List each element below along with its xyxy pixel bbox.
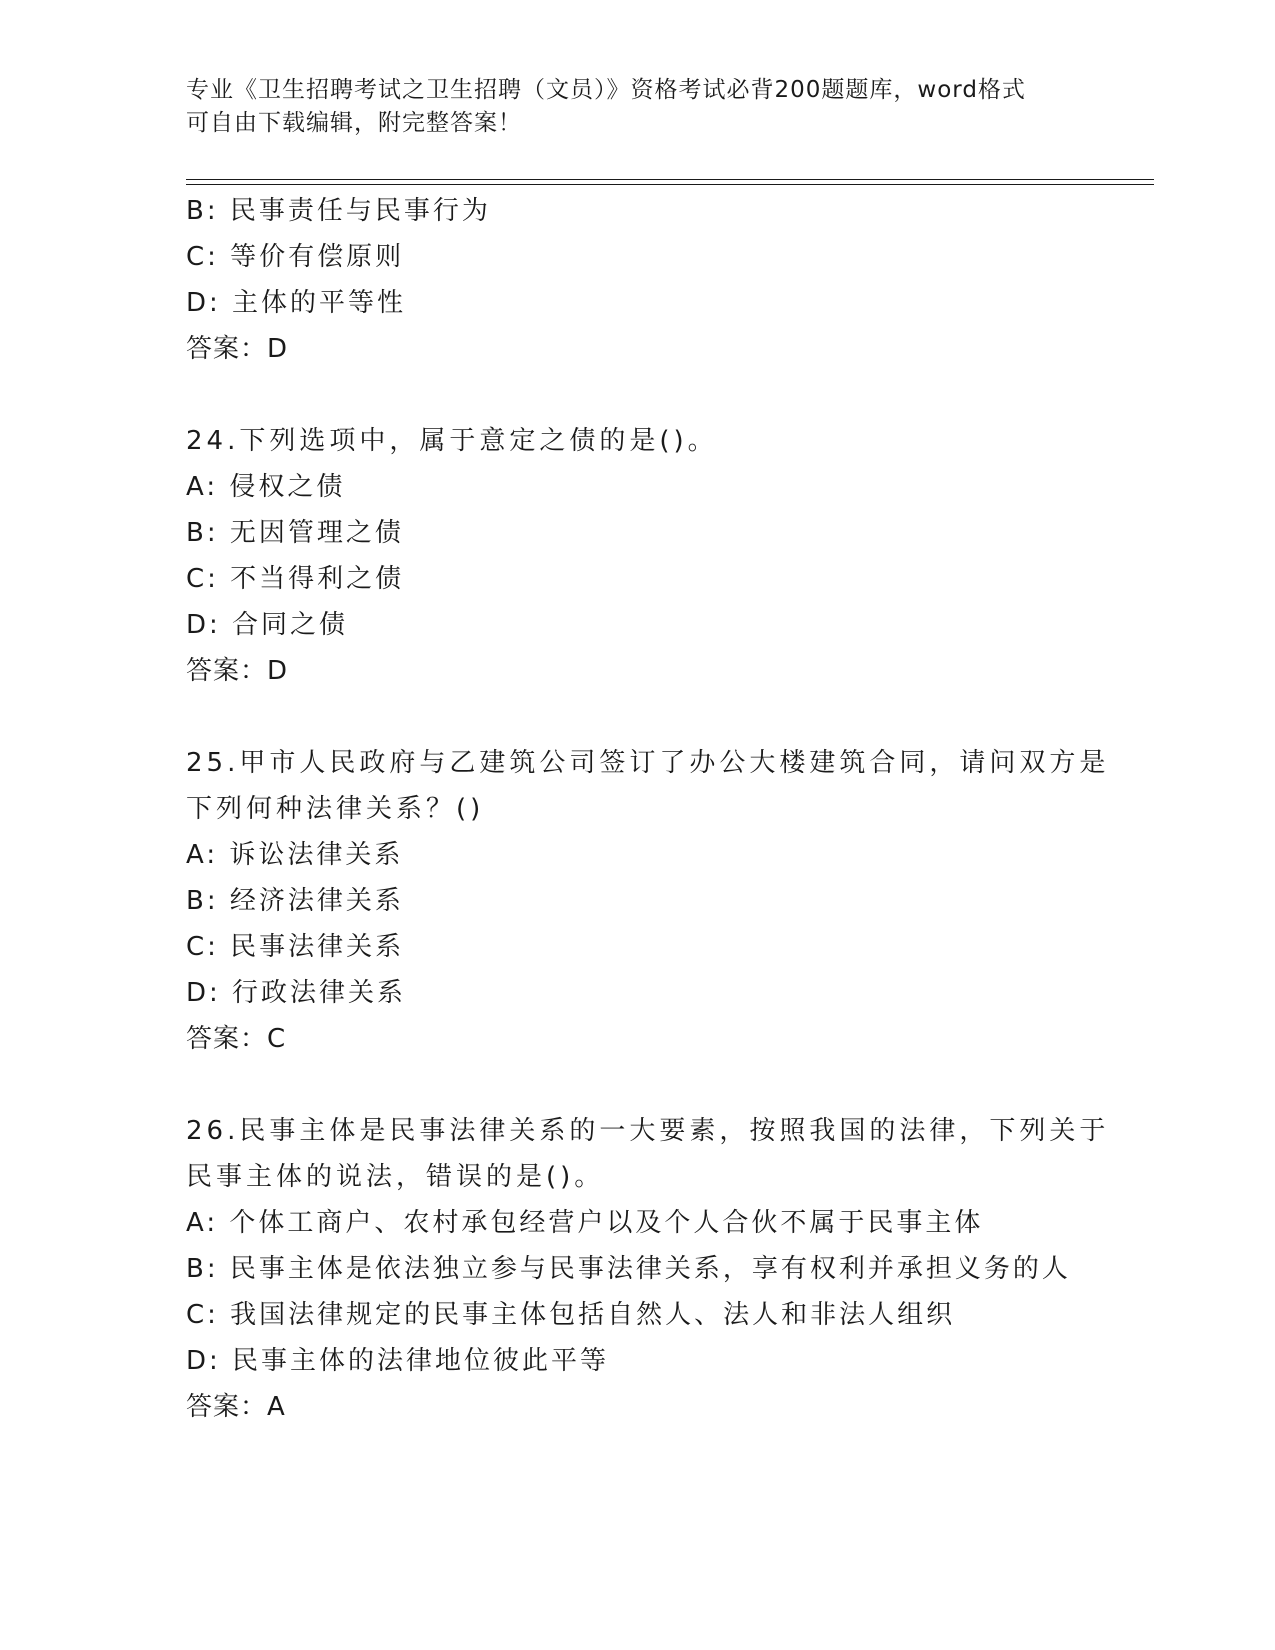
option-b: B: 民事主体是依法独立参与民事法律关系，享有权利并承担义务的人 (186, 1254, 1071, 1284)
option-a: A: 诉讼法律关系 (186, 840, 404, 870)
header-title-line-2: 可自由下载编辑，附完整答案！ (186, 110, 522, 136)
question-23-continued (186, 188, 1086, 372)
option-d: D: 主体的平等性 (186, 288, 407, 318)
spacer (186, 372, 1086, 418)
question-text: 24.下列选项中，属于意定之债的是()。 (186, 426, 718, 456)
option-c: C: 等价有偿原则 (186, 242, 405, 272)
option-c: C: 民事法律关系 (186, 932, 405, 962)
question-text-continued: 下列何种法律关系？() (186, 794, 485, 824)
option-c: C: 不当得利之债 (186, 564, 405, 594)
document-body (186, 188, 1110, 1430)
question-text: 26.民事主体是民事法律关系的一大要素，按照我国的法律，下列关于 (186, 1116, 1110, 1146)
option-a: A: 侵权之债 (186, 472, 346, 502)
question-26 (186, 1108, 1110, 1430)
option-b: B: 民事责任与民事行为 (186, 196, 491, 226)
spacer (186, 1062, 1086, 1108)
question-24 (186, 418, 1086, 694)
spacer (186, 694, 1086, 740)
header-divider-bottom (186, 184, 1154, 185)
option-d: D: 行政法律关系 (186, 978, 407, 1008)
question-25 (186, 740, 1110, 1062)
document-header (186, 74, 1086, 140)
option-b: B: 经济法律关系 (186, 886, 404, 916)
header-title-line-1: 专业《卫生招聘考试之卫生招聘（文员）》资格考试必背200题题库，word格式 (186, 77, 1026, 103)
option-a: A: 个体工商户、农村承包经营户以及个人合伙不属于民事主体 (186, 1208, 984, 1238)
answer-label: 答案：A (186, 1392, 286, 1422)
question-text-continued: 民事主体的说法，错误的是()。 (186, 1162, 605, 1192)
question-text: 25.甲市人民政府与乙建筑公司签订了办公大楼建筑合同，请问双方是 (186, 748, 1110, 778)
option-b: B: 无因管理之债 (186, 518, 404, 548)
option-d: D: 民事主体的法律地位彼此平等 (186, 1346, 610, 1376)
answer-label: 答案：C (186, 1024, 287, 1054)
option-c: C: 我国法律规定的民事主体包括自然人、法人和非法人组织 (186, 1300, 956, 1330)
option-d: D: 合同之债 (186, 610, 349, 640)
answer-label: 答案：D (186, 334, 289, 364)
header-divider-top (186, 179, 1154, 180)
answer-label: 答案：D (186, 656, 289, 686)
